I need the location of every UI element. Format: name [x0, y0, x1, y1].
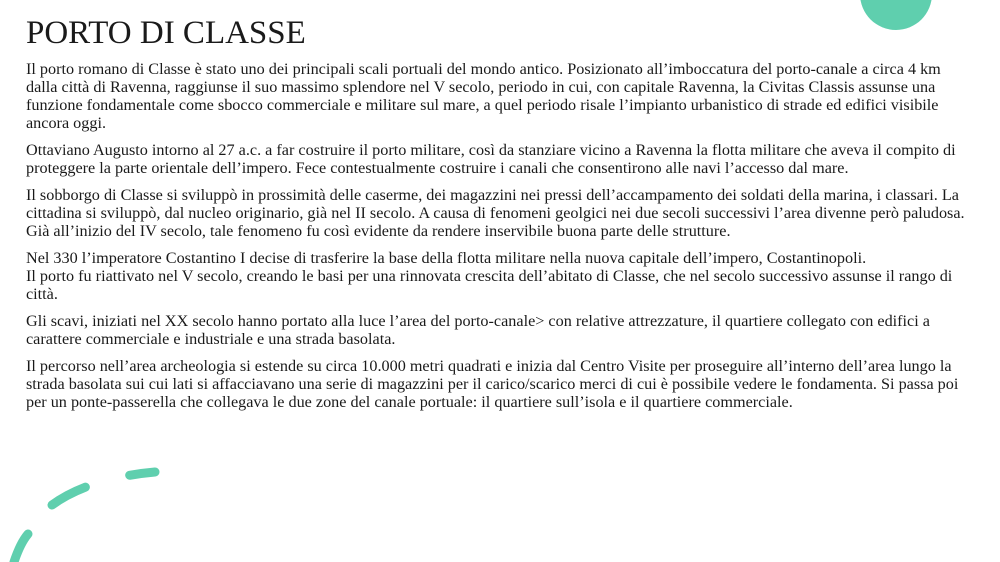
brush-stroke-upper [52, 472, 155, 505]
slide-title: PORTO DI CLASSE [26, 15, 306, 51]
paragraph-route: Il percorso nell’area archeologia si estende su circa 10.000 metri quadrati e inizia dal Centro Visite per proseguire all’interno dell’area lungo la strada basolata sui cui lati si affacciavano una serie di magazzini per il carico/scarico merci di cui è possibile vedere le fondamenta. Si passa poi per un ponte-passerella che collegava le due zone del canale portuale: il quartiere sull’isola e il quartiere commerciale. [26, 357, 959, 411]
slide-content [26, 14, 976, 420]
paragraph-reactivation: Il porto fu riattivato nel V secolo, creando le basi per una rinnovata crescita dell’abitato di Classe, che nel secolo successivo assunse il rango di città. [26, 267, 953, 303]
brush-stroke-lower [14, 534, 28, 562]
paragraph-augustus: Ottaviano Augusto intorno al 27 a.c. a far costruire il porto militare, così da stanziare vicino a Ravenna la flotta militare che aveva il compito di proteggere la parte orientale dell’impero. Fece contestualmente costruire i canali che consentirono alle navi l’accesso dal mare. [26, 141, 956, 177]
paragraph-constantine: Nel 330 l’imperatore Costantino I decise di trasferire la base della flotta militare nella nuova capitale dell’impero, Costantinopoli. [26, 249, 867, 267]
paragraph-suburb: Il sobborgo di Classe si sviluppò in prossimità delle caserme, dei magazzini nei pressi dell’accampamento dei soldati della marina, i classari. La cittadina si sviluppò, dal nucleo originario, già nel II secolo. A causa di fenomeni geolgici nei due secoli successivi l’area divenne però paludosa. Già all’inizio del IV secolo, tale fenomeno fu così evidente da rendere inservibile buona parte delle strutture. [26, 186, 965, 240]
paragraph-constantine-group [26, 249, 976, 303]
paragraph-intro: Il porto romano di Classe è stato uno dei principali scali portuali del mondo antico. Posizionato all’imboccatura del porto-canale a circa 4 km dalla città di Ravenna, raggiunse il suo massimo splendore nel V secolo, periodo in cui, con capitale Ravenna, la Civitas Classis assunse una funzione fondamentale come sbocco commerciale e militare sul mare, a quel periodo risale l’impianto urbanistico di strade ed edifici visibile ancora oggi. [26, 60, 941, 132]
paragraph-excavations: Gli scavi, iniziati nel XX secolo hanno portato alla luce l’area del porto-canale> con relative attrezzature, il quartiere collegato con edifici a carattere commerciale e industriale e una strada basolata. [26, 312, 930, 348]
